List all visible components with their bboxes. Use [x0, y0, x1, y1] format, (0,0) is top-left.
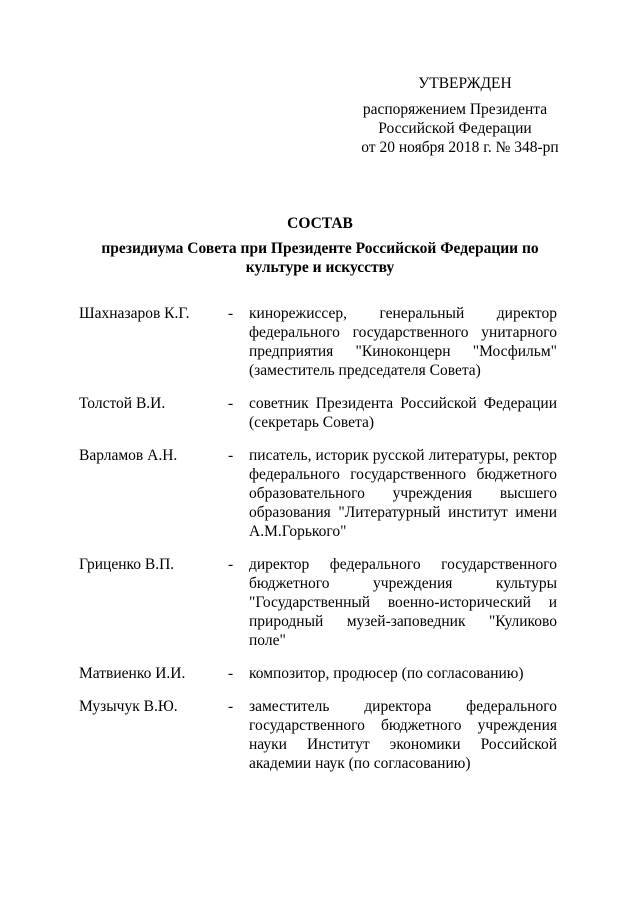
members-list [79, 304, 561, 787]
approval-line-1: распоряжением Президента [362, 101, 548, 118]
member-name: Музычук В.Ю. [79, 698, 178, 715]
member-description: кинорежиссер, генеральный директор федерального государственного унитарного предприятия "Киноконцерн "Мосфильм" (заместитель председателя Совета) [249, 305, 557, 379]
member-description: композитор, продюсер (по согласованию) [249, 665, 524, 682]
member-description: директор федерального государственного бюджетного учреждения культуры "Государственный военно-исторический и природный музей-заповедник "Куликово поле" [249, 556, 557, 649]
member-row [79, 664, 561, 683]
member-dash: - [228, 665, 234, 682]
member-description: советник Президента Российской Федерации (секретарь Совета) [249, 395, 557, 431]
member-row [79, 555, 561, 650]
member-description: писатель, историк русской литературы, ректор федерального государственного бюджетного образовательного учреждения высшего образования "Литературный институт имени А.М.Горького" [249, 447, 557, 540]
approval-line-2: Российской Федерации [378, 120, 532, 137]
member-dash: - [228, 556, 234, 573]
member-dash: - [228, 395, 234, 412]
member-name: Толстой В.И. [79, 395, 166, 412]
member-row [79, 697, 561, 773]
member-row [79, 304, 561, 380]
member-name: Варламов А.Н. [79, 447, 178, 464]
document-title: СОСТАВ [287, 215, 353, 232]
member-name: Шахназаров К.Г. [79, 305, 190, 322]
member-dash: - [228, 447, 234, 464]
document-subtitle: президиума Совета при Президенте Российской Федерации по культуре и искусству [101, 240, 539, 276]
member-description: заместитель директора федерального государственного бюджетного учреждения науки Институт экономики Российской академии наук (по согласованию) [249, 698, 557, 772]
approval-heading: УТВЕРЖДЕН [418, 75, 512, 92]
member-row [79, 394, 561, 432]
member-dash: - [228, 305, 234, 322]
member-row [79, 446, 561, 541]
member-name: Гриценко В.П. [79, 556, 175, 573]
member-name: Матвиенко И.И. [79, 665, 186, 682]
approval-line-3: от 20 ноября 2018 г. № 348-рп [361, 139, 559, 156]
member-dash: - [228, 698, 234, 715]
